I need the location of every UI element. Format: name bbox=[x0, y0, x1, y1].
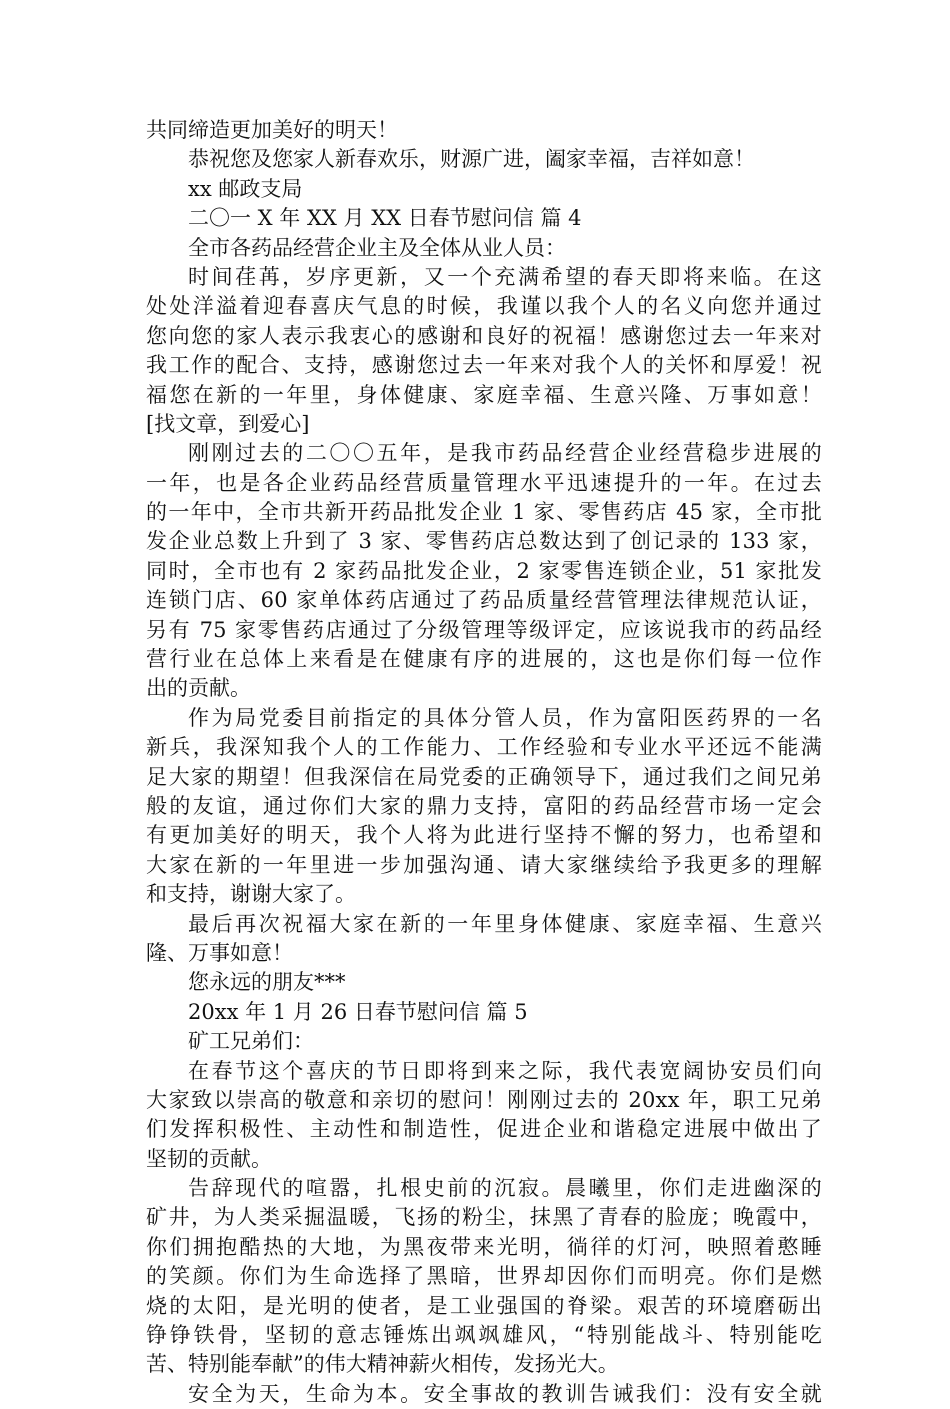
text-line: 一年，也是各企业药品经营质量管理水平迅速提升的一年。在过去 bbox=[146, 470, 822, 495]
text-line: 苦、特别能奉献”的伟大精神薪火相传，发扬光大。 bbox=[146, 1352, 619, 1377]
text-line: 连锁门店、60 家单体药店通过了药品质量经营管理法律规范认证， bbox=[146, 588, 822, 613]
text-line: 共同缔造更加美好的明天！ bbox=[146, 118, 398, 142]
text-line: 在春节这个喜庆的节日即将到来之际，我代表宽阔协安员们向 bbox=[188, 1058, 822, 1083]
text-line: 告辞现代的喧嚣，扎根史前的沉寂。晨曦里，你们走进幽深的 bbox=[188, 1176, 822, 1201]
text-line: 有更加美好的明天，我个人将为此进行坚持不懈的努力，也希望和 bbox=[146, 823, 822, 848]
text-line: 另有 75 家零售药店通过了分级管理等级评定，应该说我市的药品经 bbox=[146, 617, 822, 642]
text-line: 时间荏苒，岁序更新，又一个充满希望的春天即将来临。在这 bbox=[188, 264, 822, 289]
text-line: [找文章，到爱心] bbox=[146, 411, 310, 436]
signature: 您永远的朋友*** bbox=[188, 970, 346, 995]
text-line: 发企业总数上升到了 3 家、零售药店总数达到了创记录的 133 家， bbox=[146, 529, 822, 554]
salutation: 矿工兄弟们： bbox=[188, 1029, 314, 1054]
text-line: 安全为天，生命为本。安全事故的教训告诫我们：没有安全就 bbox=[188, 1381, 822, 1406]
text-line: 营行业在总体上来看是在健康有序的进展的，这也是你们每一位作 bbox=[146, 647, 822, 672]
text-line: 足大家的期望！但我深信在局党委的正确领导下，通过我们之间兄弟 bbox=[146, 764, 822, 789]
text-line: 作为局党委目前指定的具体分管人员，作为富阳医药界的一名 bbox=[188, 705, 822, 730]
text-line: 烧的太阳，是光明的使者，是工业强国的脊梁。艰苦的环境磨砺出 bbox=[146, 1293, 822, 1318]
text-line: 的笑颜。你们为生命选择了黑暗，世界却因你们而明亮。你们是燃 bbox=[146, 1264, 822, 1289]
section-heading: 20xx 年 1 月 26 日春节慰问信 篇 5 bbox=[188, 999, 528, 1024]
text-line: 我工作的配合、支持，感谢您过去一年来对我个人的关怀和厚爱！祝 bbox=[146, 353, 822, 378]
text-line: 出的贡献。 bbox=[146, 676, 251, 701]
salutation: 全市各药品经营企业主及全体从业人员： bbox=[188, 235, 566, 260]
text-line: 大家致以崇高的敬意和亲切的慰问！刚刚过去的 20xx 年，职工兄弟 bbox=[146, 1087, 822, 1112]
text-line: 处处洋溢着迎春喜庆气息的时候，我谨以我个人的名义向您并通过 bbox=[146, 294, 822, 319]
text-line: 您向您的家人表示我衷心的感谢和良好的祝福！感谢您过去一年来对 bbox=[146, 323, 822, 348]
text-line: 福您在新的一年里，身体健康、家庭幸福、生意兴隆、万事如意！ bbox=[146, 382, 822, 407]
document-body bbox=[146, 116, 822, 1409]
text-line: 般的友谊，通过你们大家的鼎力支持，富阳的药品经营市场一定会 bbox=[146, 793, 822, 818]
text-line: 刚刚过去的二〇〇五年，是我市药品经营企业经营稳步进展的 bbox=[188, 441, 822, 466]
text-line: 和支持，谢谢大家了。 bbox=[146, 882, 356, 907]
text-line: 新兵，我深知我个人的工作能力、工作经验和专业水平还远不能满 bbox=[146, 735, 822, 760]
text-line: 恭祝您及您家人新春欢乐，财源广进，阖家幸福，吉祥如意！ bbox=[188, 147, 755, 172]
text-line: 隆、万事如意！ bbox=[146, 940, 293, 965]
text-line: 的一年中，全市共新开药品批发企业 1 家、零售药店 45 家，全市批 bbox=[146, 500, 822, 525]
text-line: 矿井，为人类采掘温暖，飞扬的粉尘，抹黑了青春的脸庞；晚霞中， bbox=[146, 1205, 822, 1230]
section-heading: 二〇一 X 年 XX 月 XX 日春节慰问信 篇 4 bbox=[188, 206, 582, 231]
text-line: 铮铮铁骨，坚韧的意志锤炼出飒飒雄风，“特别能战斗、特别能吃 bbox=[146, 1323, 822, 1348]
text-line: 最后再次祝福大家在新的一年里身体健康、家庭幸福、生意兴 bbox=[188, 911, 822, 936]
text-line: 坚韧的贡献。 bbox=[146, 1146, 272, 1171]
text-line: 你们拥抱酷热的大地，为黑夜带来光明，徜徉的灯河，映照着憨睡 bbox=[146, 1234, 822, 1259]
text-line: 大家在新的一年里进一步加强沟通、请大家继续给予我更多的理解 bbox=[146, 852, 822, 877]
text-line: xx 邮政支局 bbox=[188, 176, 303, 201]
text-line: 同时，全市也有 2 家药品批发企业，2 家零售连锁企业，51 家批发 bbox=[146, 558, 822, 583]
text-line: 们发挥积极性、主动性和制造性，促进企业和谐稳定进展中做出了 bbox=[146, 1117, 822, 1142]
